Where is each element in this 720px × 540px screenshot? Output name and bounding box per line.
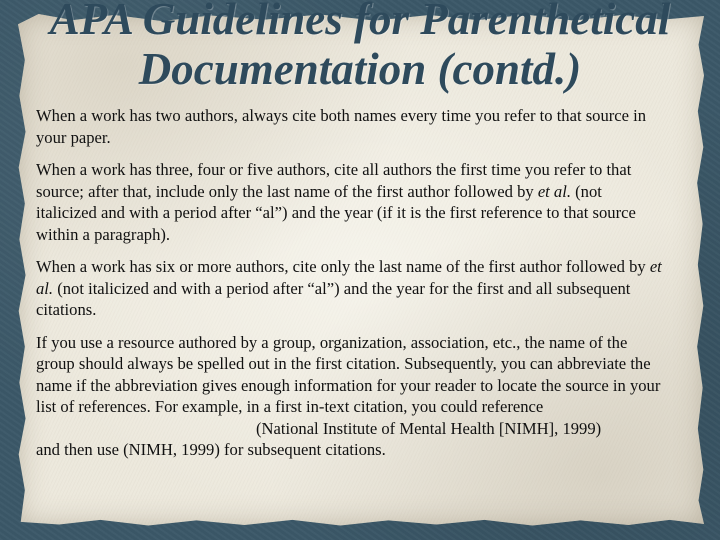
paragraph-text: When a work has three, four or five authors, cite all authors the first time you refer to that source; after that, include only the last name of the first author followed by — [36, 160, 632, 201]
slide-title-line-2: Documentation (contd.) — [138, 44, 582, 94]
paragraph-text: (not italicized and with a period after “al”) and the year for the first and all subsequent citations. — [36, 278, 631, 319]
et-al-term: et al. — [36, 257, 662, 298]
slide-body — [36, 105, 666, 472]
et-al-term: et al. — [537, 181, 571, 201]
paragraph-two-authors: When a work has two authors, always cite both names every time you refer to that source in your paper. — [36, 106, 647, 147]
paragraph-text: If you use a resource authored by a group, organization, association, etc., the name of the group should always be spelled out in the first citation. Subsequently, you can abbreviate the name if the abbreviation gives enough information for your reader to locate the source in your list of references. For example, in a first in-text citation, you could reference — [36, 332, 661, 416]
paragraph-text: and then use (NIMH, 1999) for subsequent citations. — [36, 440, 386, 459]
slide-title-line-1: APA Guidelines for Parenthetical — [49, 0, 671, 44]
paragraph-text: When a work has six or more authors, cite only the last name of the first author followed by — [36, 257, 650, 276]
paragraph-six-or-more-authors — [36, 256, 666, 321]
paragraph-text: (not italicized and with a period after “al”) and the year (if it is the first reference to that source within a paragraph). — [36, 181, 636, 244]
slide-title — [0, 0, 720, 94]
paragraph-three-to-five-authors — [36, 159, 666, 245]
paragraph-group-author — [36, 332, 666, 461]
example-citation: (National Institute of Mental Health [NIMH], 1999) — [256, 418, 602, 438]
